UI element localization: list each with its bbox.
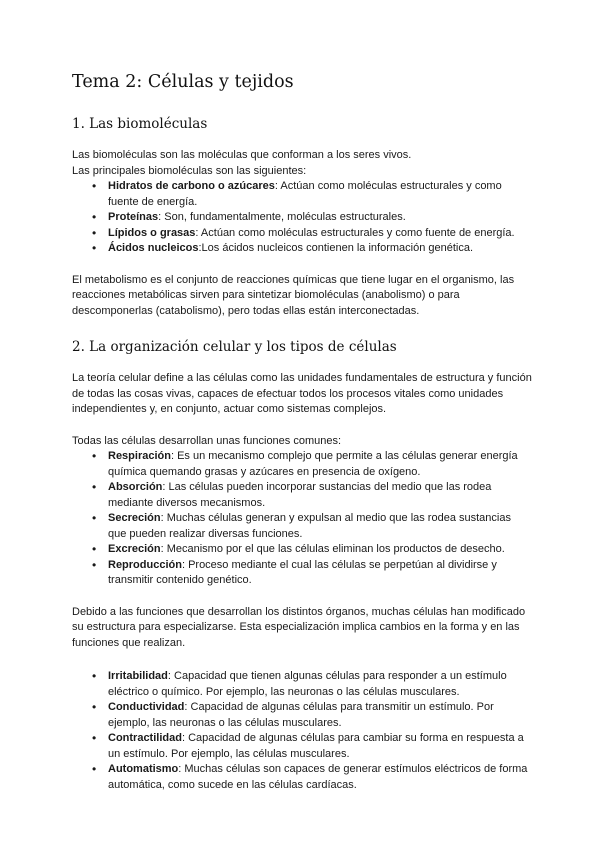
list-item-term: Absorción: [108, 481, 163, 493]
list-item-text: : Es un mecanismo complejo que permite a las células generar energía química quemando grasas y azúcares en presencia de oxígeno.: [108, 450, 518, 478]
functions-list: [72, 449, 532, 589]
list-item-text: : Actúan como moléculas estructurales y como fuente de energía.: [195, 226, 515, 239]
list-item-term: Irritabilidad: [108, 670, 168, 682]
list-item-term: Proteínas: [108, 211, 159, 223]
list-item-text: : Capacidad de algunas células para cambiar su forma en respuesta a un estímulo. Por ejemplo, las células musculares.: [108, 732, 524, 760]
list-item: [72, 669, 532, 700]
list-item-text: : Muchas células generan y expulsan al medio que las rodea sustancias que pueden realizar diversas funciones.: [108, 512, 511, 540]
list-item-text: : Muchas células son capaces de generar estímulos eléctricos de forma automática, como sucede en las células cardíacas.: [108, 763, 528, 791]
list-item-text: : Proceso mediante el cual las células se perpetúan al dividirse y transmitir contenido genético.: [108, 558, 497, 586]
list-item-text: : Las células pueden incorporar sustancias del medio que las rodea mediante diversos mecanismos.: [108, 481, 492, 509]
document-content: [72, 70, 532, 793]
paragraph-teoria-celular: La teoría celular define a las células como las unidades fundamentales de estructura y función de todas las cosas vivas, capaces de efectuar todos los procesos vitales como unidades independientes y, en conjunto, actuar como sistemas complejos.: [72, 372, 532, 415]
list-item: [72, 480, 532, 511]
list-item-text: : Capacidad que tienen algunas células para responder a un estímulo eléctrico o químico. Por ejemplo, las neuronas o las células musculares.: [108, 670, 507, 698]
list-item-term: Excreción: [108, 543, 161, 555]
list-item: [72, 210, 532, 226]
paragraph: Las principales biomoléculas son las siguientes:: [72, 164, 307, 177]
paragraph-metabolismo: El metabolismo es el conjunto de reacciones químicas que tiene lugar en el organismo, las reacciones metabólicas sirven para sintetizar biomoléculas (anabolismo) o para descomponerlas (catabolismo), pero todas ellas están interconectadas.: [72, 273, 515, 317]
section-heading-biomoleculas: 1. Las biomoléculas: [72, 116, 208, 132]
list-item: [72, 241, 532, 257]
list-item-term: Ácidos nucleicos: [108, 242, 199, 254]
list-item: [72, 511, 532, 542]
biomolecule-list: [72, 179, 532, 257]
list-item-text: : Son, fundamentalmente, moléculas estructurales.: [158, 211, 406, 223]
list-item-term: Reproducción: [108, 558, 182, 571]
list-item: [72, 449, 532, 480]
list-item-term: Respiración: [108, 450, 171, 462]
list-item-term: Contractilidad: [108, 732, 182, 744]
list-item: [72, 226, 532, 242]
specialization-list: [72, 669, 532, 793]
list-item: [72, 731, 532, 762]
list-item-term: Hidratos de carbono o azúcares: [108, 180, 275, 192]
list-item-term: Automatismo: [108, 763, 179, 775]
list-item-term: Conductividad: [108, 701, 185, 713]
paragraph-especializacion: Debido a las funciones que desarrollan los distintos órganos, muchas células han modificado su estructura para especializarse. Esta especialización implica cambios en la forma y en las funciones que realizan.: [72, 605, 526, 649]
list-item-term: Secreción: [108, 512, 161, 524]
list-item-text: :Los ácidos nucleicos contienen la información genética.: [198, 242, 474, 254]
list-item-text: : Actúan como moléculas estructurales y como fuente de energía.: [108, 180, 502, 208]
list-item: [72, 179, 532, 210]
list-item-term: Lípidos o grasas: [108, 226, 196, 239]
page-title: Tema 2: Células y tejidos: [72, 72, 294, 92]
list-item-text: : Mecanismo por el que las células eliminan los productos de desecho.: [160, 543, 505, 555]
list-item: [72, 558, 532, 589]
list-item: [72, 700, 532, 731]
paragraph: Las biomoléculas son las moléculas que conforman a los seres vivos.: [72, 149, 412, 161]
list-item: [72, 542, 532, 558]
paragraph: Todas las células desarrollan unas funciones comunes:: [72, 434, 342, 447]
list-item: [72, 762, 532, 793]
section-heading-organizacion: 2. La organización celular y los tipos de células: [72, 339, 397, 355]
list-item-text: : Capacidad de algunas células para transmitir un estímulo. Por ejemplo, las neuronas o las células musculares.: [108, 701, 494, 729]
